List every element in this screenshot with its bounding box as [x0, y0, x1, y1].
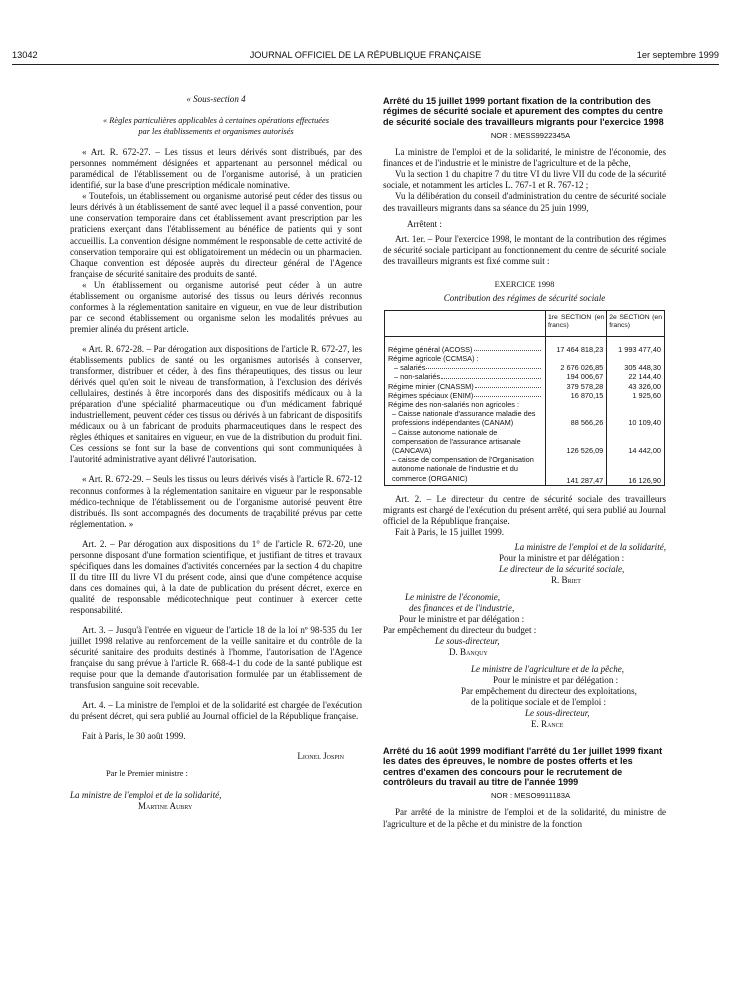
arrete-title: Arrêté du 16 août 1999 modifiant l'arrêté du 1er juillet 1999 fixant les dates des épreuves, le nombre de postes offerts et les centres d'examen des concours pour le recrutement de contrôleurs du travail au titre de l'année 1999	[383, 745, 663, 788]
paragraph-art-2: Art. 2. – Par dérogation aux dispositions du 1° de l'article R. 672-20, une personne disposant d'une formation scientifique, et justifiant de titres et travaux spécifiques dans les domaines d'activités concernées par la section 4 du chapitre II du titre III du livre VI du présent code, ainsi que d'une compétence acquise dans ces domaines qui, à la date de publication du présent décret, exerce en qualité de responsable médicotechnique peut continuer à exercer cette responsabilité.	[70, 538, 362, 615]
paragraph: Vu la section 1 du chapitre 7 du titre VI du livre VII du code de la sécurité sociale, et notamment les articles L. 767-1 et R. 767-12 ;	[383, 169, 666, 191]
header-rule	[12, 64, 719, 65]
table-subheading: Contribution des régimes de sécurité sociale	[443, 292, 606, 303]
table-row: Régime agricole (CCMSA) :	[385, 354, 665, 363]
signer-prime-minister: Lionel Jospin	[297, 751, 344, 762]
column-header: 2e SECTION (en francs)	[607, 310, 665, 336]
signature-line: Le sous-directeur,	[525, 707, 590, 718]
signature-line: Le sous-directeur,	[435, 636, 500, 647]
signer-name: E. Rance	[531, 718, 564, 729]
paragraph-art-r-672-28: « Art. R. 672-28. – Par dérogation aux dispositions de l'article R. 672-27, les établissements publics de santé ou les organismes autorisés à conserver, transformer, distribuer et céder, à des fins thérapeutiques, des tissus ou leur dérivés quel qu'en soit le niveau de transformation, à l'exclusion des dérivés cellulaires, destinés à être incorporés dans des dispositifs médicaux ou à la préparation d'une spécialité pharmaceutique ou d'un médicament fabriqué industriellement, peuvent céder ces tissus ou dérivés à un fabricant de dispositifs médicaux ou à un fabricant de produits pharmaceutiques dans le respect des règles éthiques et sanitaires en vigueur, en vue de la distribution du produit fini. Ces cessions se font sur la base de conventions qui sont communiquées à l'autorité administrative ayant délivré l'autorisation.	[70, 343, 362, 465]
contribution-table	[384, 310, 665, 486]
table-row: – Caisse nationale d'assurance maladie des professions indépendantes (CANAM) 88 566,26 10 109,40	[385, 409, 665, 427]
table-row: – caisse de compensation de l'Organisation autonome nationale de l'industrie et du commerce (ORGANIC) 141 287,47 16 126,90	[385, 455, 665, 485]
paragraph-art-4: Art. 4. – La ministre de l'emploi et de la solidarité est chargée de l'exécution du présent décret, qui sera publié au Journal officiel de la République française.	[70, 700, 362, 722]
paragraph: « Toutefois, un établissement ou organisme autorisé peut céder des tissus ou leurs dérivés à un établissement de santé avec lequel il a passé convention, pour une conservation temporaire dans cet établissement avant prescription par les praticiens exerçant dans l'établissement au bénéfice de patients qui y sont accueillis. La convention désigne nommément le responsable de cette activité de conservation temporaire qui est obligatoirement un médecin ou un pharmacien. Chaque convention est déposée auprès du directeur général de l'Agence française de sécurité sanitaire des produits de santé.	[70, 191, 362, 279]
paragraph-art-r-672-29: « Art. R. 672-29. – Seuls les tissus ou leurs dérivés visés à l'article R. 672-12 reconnus conformes à la réglementation sanitaire en vigueur par le responsable médico-technique de l'établissement ou de l'organisme autorisé peuvent être distribués. Ils sont accompagnés des documents de traçabilité prévus par cette réglementation. »	[70, 474, 362, 529]
table-row: Régime minier (CNASSM) 379 578,28 43 326,00	[385, 382, 665, 391]
signature-line: des finances et de l'industrie,	[409, 603, 515, 614]
signer-role: La ministre de l'emploi et de la solidarité,	[70, 789, 222, 800]
signature-line: Pour le ministre et par délégation :	[493, 674, 619, 685]
left-column	[70, 94, 362, 812]
arrete-title: Arrêté du 15 juillet 1999 portant fixation de la contribution des régimes de sécurité sociale et apurement des comptes du centre de sécurité sociale des travailleurs migrants pour l'exercice 1998	[383, 96, 664, 127]
column-header: 1re SECTION (en francs)	[546, 310, 607, 336]
signer-name: R. Briet	[551, 575, 581, 586]
journal-title: JOURNAL OFFICIEL DE LA RÉPUBLIQUE FRANÇAISE	[249, 50, 482, 60]
table-row: Régimes spéciaux (ENIM) 16 870,15 1 925,60	[385, 391, 665, 400]
signature-line: Par empêchement du directeur des exploitations,	[461, 685, 637, 696]
paragraph: « Un établissement ou organisme autorisé peut céder à un autre établissement ou organisme autorisé des tissus ou leurs dérivés reconnus conformes à la réglementation sanitaire en vigueur, en vue de leur distribution par ce second établissement ou organisme selon les modalités prévues au premier alinéa du présent article.	[70, 279, 362, 334]
signature-line: Par empêchement du directeur du budget :	[383, 625, 537, 636]
paragraph-art-r-672-27: « Art. R. 672-27. – Les tissus et leurs dérivés sont distribués, par des personnes nommément désignées et appartenant au personnel médical ou paramédical de l'établissement ou de l'organisme autorisé, à un praticien identifié, sur la base d'une prescription médicale nominative.	[70, 147, 362, 191]
right-column	[383, 96, 666, 830]
subsection-heading: « Sous-section 4	[186, 94, 246, 104]
page-number: 13042	[12, 50, 38, 60]
table-row: Régime des non-salariés non agricoles :	[385, 400, 665, 409]
done-at: Fait à Paris, le 15 juillet 1999.	[395, 527, 505, 538]
issue-date: 1er septembre 1999	[636, 50, 719, 60]
signature-line: Le ministre de l'agriculture et de la pêche,	[471, 663, 625, 674]
table-row: – salariés 2 676 026,85 305 448,30	[385, 363, 665, 372]
done-at: Fait à Paris, le 30 août 1999.	[82, 731, 186, 742]
signature-line: Le directeur de la sécurité sociale,	[499, 564, 625, 575]
nor-reference: NOR : MESS9922345A	[490, 131, 571, 141]
nor-reference: NOR : MESO9911183A	[490, 791, 571, 801]
running-header	[12, 50, 719, 64]
arretent: Arrêtent :	[407, 218, 442, 229]
signature-line: Pour le ministre et par délégation :	[399, 614, 525, 625]
table-row: – Caisse autonome nationale de compensation de l'assurance artisanale (CANCAVA) 126 526,09 14 442,00	[385, 428, 665, 456]
signer-intro: Par le Premier ministre :	[106, 769, 188, 779]
subsection-title-line-2: par les établissements et organismes autorisés	[138, 127, 294, 137]
signature-line: La ministre de l'emploi et de la solidarité,	[514, 542, 666, 553]
paragraph: Par arrêté de la ministre de l'emploi et de la solidarité, du ministre de l'agriculture et de la pêche et du ministre de la fonction	[383, 807, 666, 829]
signature-line: Le ministre de l'économie,	[405, 592, 501, 603]
paragraph-art-1: Art. 1er. – Pour l'exercice 1998, le montant de la contribution des régimes de sécurité sociale participant au fonctionnement du centre de sécurité sociale des travailleurs migrants est fixé comme suit :	[383, 233, 666, 266]
signature-line: de la politique sociale et de l'emploi :	[471, 696, 607, 707]
signer-name: D. Banquy	[449, 647, 488, 658]
paragraph-art-3: Art. 3. – Jusqu'à l'entrée en vigueur de l'article 18 de la loi nº 98-535 du 1er juillet 1998 relative au renforcement de la veille sanitaire et du contrôle de la sécurité sanitaire des produits destinés à l'homme, l'autorisation de l'Agence française du sang prévue à l'article R. 668-4-1 du code de la santé publique est requise pour que la demande d'autorisation formulée par un établissement de transfusion sanguine soit recevable.	[70, 625, 362, 691]
table-row: Régime général (ACOSS) 17 464 818,23 1 993 477,40	[385, 345, 665, 354]
signer-minister: Martine Aubry	[138, 800, 193, 811]
table-row: – non-salariés 194 006,67 22 144,40	[385, 372, 665, 381]
table-header-row	[385, 310, 665, 336]
paragraph: Vu la délibération du conseil d'administration du centre de sécurité sociale des travailleurs migrants dans sa séance du 25 juin 1999,	[383, 191, 666, 213]
subsection-title-line-1: « Règles particulières applicables à certaines opérations effectuées	[103, 116, 329, 126]
paragraph: La ministre de l'emploi et de la solidarité, le ministre de l'économie, des finances et de l'industrie et le ministre de l'agriculture et de la pêche,	[383, 147, 666, 169]
signature-line: Pour la ministre et par délégation :	[499, 553, 625, 564]
paragraph-art-2: Art. 2. – Le directeur du centre de sécurité sociale des travailleurs migrants est chargé de l'exécution du présent arrêté, qui sera publié au Journal officiel de la République française.	[383, 493, 666, 526]
table-heading: EXERCICE 1998	[494, 279, 555, 289]
